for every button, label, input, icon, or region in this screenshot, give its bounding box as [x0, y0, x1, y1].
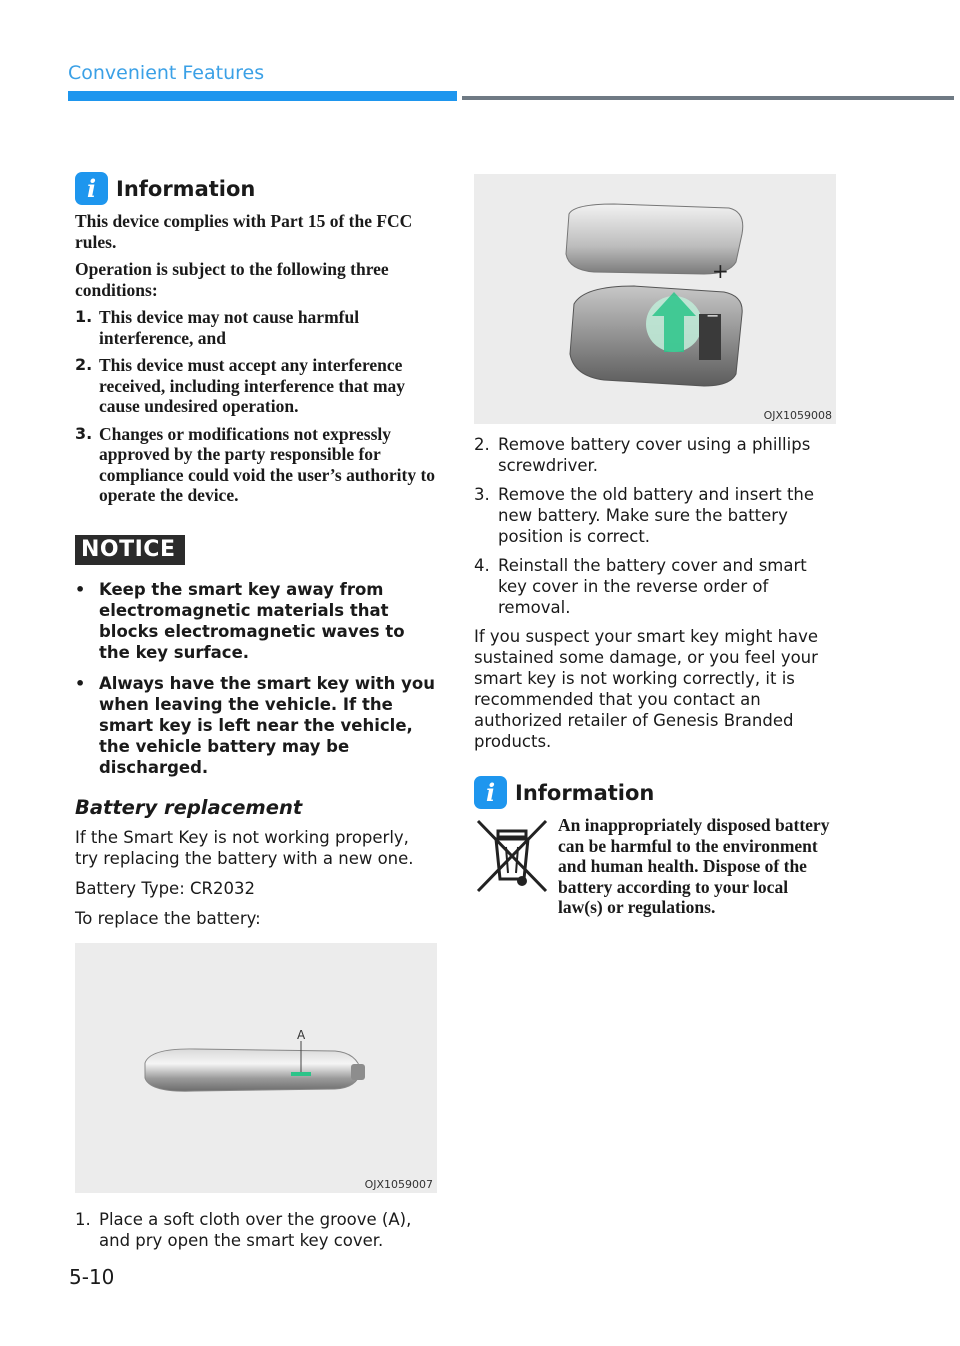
info-title: Information — [515, 780, 655, 805]
header-rule-gray — [462, 96, 954, 100]
battery-paragraph-1: If the Smart Key is not working properly, try replacing the battery with a new one. — [75, 827, 414, 868]
groove-label-a: A — [297, 1027, 306, 1042]
step-text: Place a soft cloth over the groove (A), and pry open the smart key cover. — [99, 1209, 412, 1250]
fcc-paragraph-1: This device complies with Part 15 of the FCC rules. — [75, 211, 413, 252]
section-title: Convenient Features — [68, 62, 265, 84]
fcc-paragraph-2: Operation is subject to the following three conditions: — [75, 259, 389, 300]
disposal-notice — [474, 815, 836, 918]
header-rule-blue — [68, 91, 457, 101]
bullet-mark: • — [75, 579, 86, 599]
smart-key-closed-illustration — [75, 943, 437, 1193]
item-text: This device must accept any interference received, including interference that may cause undesired operation. — [99, 355, 406, 416]
item-number: 3. — [75, 423, 93, 443]
step-number: 2. — [474, 435, 490, 454]
page-number: 5-10 — [69, 1265, 115, 1289]
list-item — [75, 355, 437, 417]
smart-key-open-illustration — [474, 174, 836, 424]
list-item — [474, 484, 836, 547]
minus-label: − — [706, 306, 720, 325]
step-text: Remove the old battery and insert the new battery. Make sure the battery position is correct. — [498, 485, 815, 546]
step-number: 3. — [474, 485, 490, 504]
info-header-disposal — [474, 776, 836, 809]
plus-label: + — [712, 259, 729, 283]
list-item — [474, 434, 836, 476]
figure-battery-open — [474, 174, 836, 424]
step-number: 1. — [75, 1209, 91, 1229]
bullet-mark: • — [75, 673, 86, 693]
item-text: This device may not cause harmful interference, and — [99, 307, 360, 348]
list-item — [474, 555, 836, 618]
bullet-text: Always have the smart key with you when leaving the vehicle. If the smart key is left near the vehicle, the vehicle battery may be discharged. — [99, 673, 436, 777]
notice-list — [75, 579, 437, 778]
fcc-conditions-list — [75, 307, 437, 506]
notice-badge: NOTICE — [75, 535, 185, 565]
step-text: Remove battery cover using a phillips screwdriver. — [498, 435, 811, 475]
step-number: 4. — [474, 556, 490, 575]
battery-steps-right — [474, 434, 836, 618]
item-text: Changes or modifications not expressly approved by the party responsible for compliance could void the user’s authority to operate the device. — [99, 423, 436, 505]
info-header-fcc — [75, 172, 437, 205]
battery-intro: To replace the battery: — [75, 908, 261, 928]
figure-code: OJX1059008 — [763, 409, 832, 422]
disposal-text: An inappropriately disposed battery can be harmful to the environment and human health. Dispose of the battery according to your local law(s) or regulations. — [558, 815, 830, 917]
info-icon: i — [474, 776, 507, 809]
info-icon: i — [75, 172, 108, 205]
figure-smart-key-groove — [75, 943, 437, 1193]
left-column — [75, 172, 437, 1259]
battery-type: Battery Type: CR2032 — [75, 878, 255, 898]
list-item — [75, 673, 437, 778]
info-title: Information — [116, 176, 256, 201]
list-item — [75, 424, 437, 506]
item-number: 1. — [75, 307, 93, 326]
bullet-text: Keep the smart key away from electromagnetic materials that blocks electromagnetic waves to the key surface. — [99, 579, 405, 662]
list-item — [75, 579, 437, 663]
list-item — [75, 307, 437, 348]
battery-replacement-heading: Battery replacement — [75, 795, 303, 819]
right-column — [474, 174, 836, 918]
crossed-out-bin-icon — [474, 817, 550, 897]
item-number: 2. — [75, 355, 93, 374]
list-item — [75, 1209, 437, 1251]
figure-code: OJX1059007 — [364, 1177, 433, 1191]
damage-paragraph: If you suspect your smart key might have sustained some damage, or you feel your smart key is not working correctly, it is recommended that you contact an authorized retailer of Genesis Branded products. — [474, 627, 819, 751]
battery-steps-left — [75, 1209, 437, 1251]
step-text: Reinstall the battery cover and smart key cover in the reverse order of removal. — [498, 556, 807, 617]
